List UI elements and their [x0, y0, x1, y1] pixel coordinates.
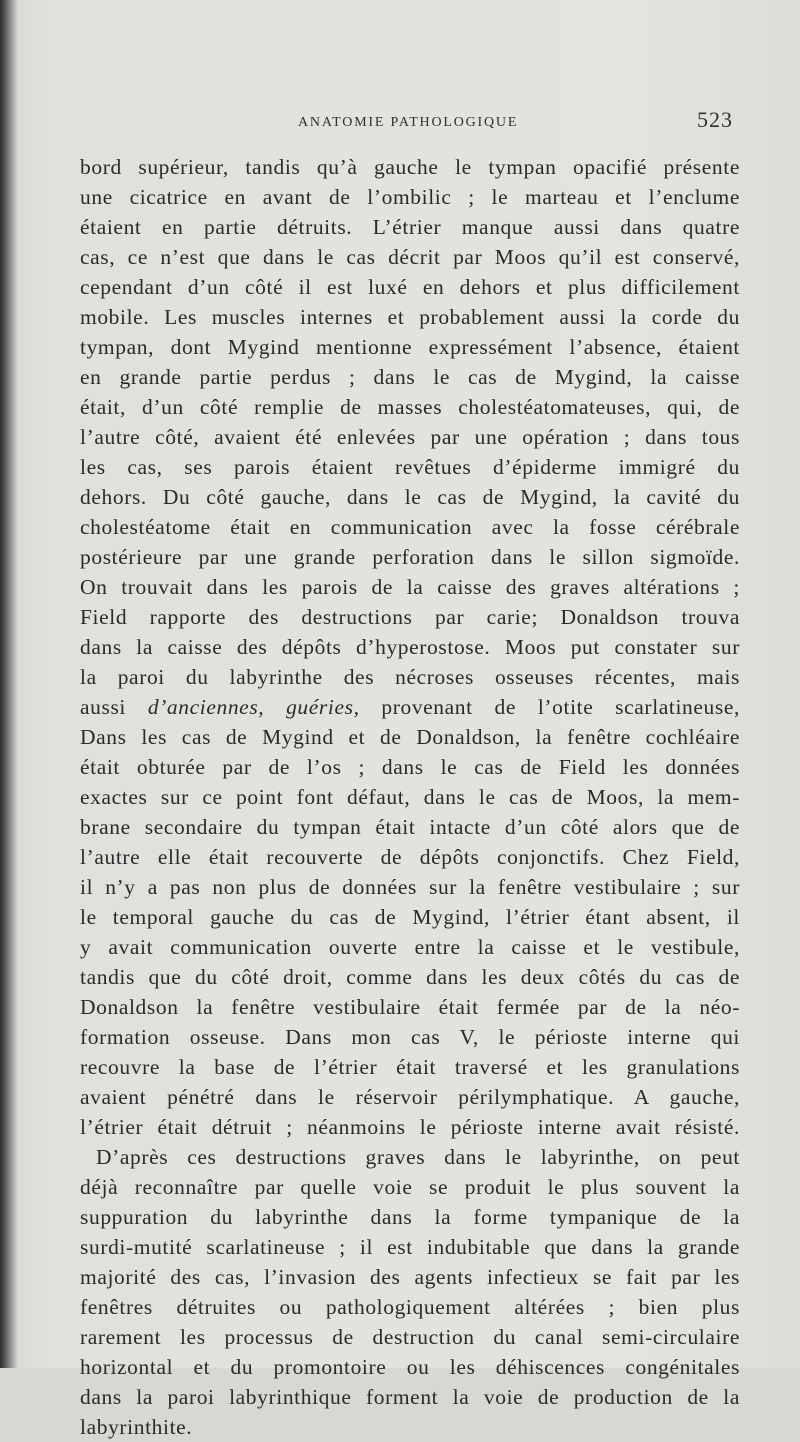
text-line: horizontal et du promontoire ou les déhiscences congénitales [80, 1355, 740, 1379]
text-line-with-italics [80, 692, 740, 722]
text-line: tandis que du côté droit, comme dans les deux côtés du cas de [80, 965, 740, 989]
text-line: le temporal gauche du cas de Mygind, l’étrier étant absent, il [80, 905, 740, 929]
paragraph-first-line: D’après ces destructions graves dans le labyrinthe, on peut [96, 1145, 740, 1169]
text-line: avaient pénétré dans le réservoir périlymphatique. A gauche, [80, 1085, 740, 1109]
text-line: était, d’un côté remplie de masses cholestéatomateuses, qui, de [80, 395, 740, 419]
paragraph-last-line: labyrinthite. [80, 1415, 193, 1439]
text-line: les cas, ses parois étaient revêtues d’épiderme immigré du [80, 455, 740, 479]
text-line: cholestéatome était en communication avec la fosse cérébrale [80, 515, 740, 539]
text-line: l’autre elle était recouverte de dépôts conjonctifs. Chez Field, [80, 845, 740, 869]
text-fragment: provenant de l’otite scarlatineuse, [381, 695, 740, 719]
text-line: Dans les cas de Mygind et de Donaldson, la fenêtre cochléaire [80, 725, 740, 749]
text-line: une cicatrice en avant de l’ombilic ; le marteau et l’enclume [80, 185, 740, 209]
text-fragment: aussi [80, 695, 126, 719]
text-line: était obturée par de l’os ; dans le cas de Field les données [80, 755, 740, 779]
text-line: Donaldson la fenêtre vestibulaire était fermée par de la néo- [80, 995, 740, 1019]
text-line: étaient en partie détruits. L’étrier manque aussi dans quatre [80, 215, 740, 239]
text-line: brane secondaire du tympan était intacte d’un côté alors que de [80, 815, 740, 839]
text-line: postérieure par une grande perforation dans le sillon sigmoïde. [80, 545, 740, 569]
text-line: exactes sur ce point font défaut, dans le cas de Moos, la mem- [80, 785, 740, 809]
text-line: mobile. Les muscles internes et probablement aussi la corde du [80, 305, 740, 329]
text-line: en grande partie perdus ; dans le cas de Mygind, la caisse [80, 365, 740, 389]
text-line: fenêtres détruites ou pathologiquement altérées ; bien plus [80, 1295, 740, 1319]
text-line: cas, ce n’est que dans le cas décrit par Moos qu’il est conservé, [80, 245, 740, 269]
text-line: l’étrier était détruit ; néanmoins le périoste interne avait résisté. [80, 1115, 740, 1139]
text-line: déjà reconnaître par quelle voie se produit le plus souvent la [80, 1175, 740, 1199]
text-line: majorité des cas, l’invasion des agents infectieux se fait par les [80, 1265, 740, 1289]
body-text [80, 152, 740, 1442]
text-line: cependant d’un côté il est luxé en dehors et plus difficilement [80, 275, 740, 299]
text-line: y avait communication ouverte entre la caisse et le vestibule, [80, 935, 740, 959]
text-line: l’autre côté, avaient été enlevées par une opération ; dans tous [80, 425, 740, 449]
text-line: On trouvait dans les parois de la caisse des graves altérations ; [80, 575, 740, 599]
text-line: formation osseuse. Dans mon cas V, le périoste interne qui [80, 1025, 740, 1049]
text-line: dans la caisse des dépôts d’hyperostose. Moos put constater sur [80, 635, 740, 659]
italic-phrase: d’anciennes, guéries, [147, 695, 360, 719]
text-line: rarement les processus de destruction du canal semi-circulaire [80, 1325, 740, 1349]
text-line: recouvre la base de l’étrier était traversé et les granulations [80, 1055, 740, 1079]
text-line: dans la paroi labyrinthique forment la voie de production de la [80, 1385, 740, 1409]
text-line: la paroi du labyrinthe des nécroses osseuses récentes, mais [80, 665, 740, 689]
text-line: bord supérieur, tandis qu’à gauche le tympan opacifié présente [80, 155, 740, 179]
page-number: 523 [697, 107, 733, 132]
text-line: dehors. Du côté gauche, dans le cas de Mygind, la cavité du [80, 485, 740, 509]
text-line: suppuration du labyrinthe dans la forme tympanique de la [80, 1205, 740, 1229]
running-head: ANATOMIE PATHOLOGIQUE [298, 115, 519, 130]
text-line: il n’y a pas non plus de données sur la fenêtre vestibulaire ; sur [80, 875, 740, 899]
text-line: Field rapporte des destructions par carie; Donaldson trouva [80, 605, 740, 629]
text-line: surdi-mutité scarlatineuse ; il est indubitable que dans la grande [80, 1235, 740, 1259]
text-line: tympan, dont Mygind mentionne expressément l’absence, étaient [80, 335, 740, 359]
